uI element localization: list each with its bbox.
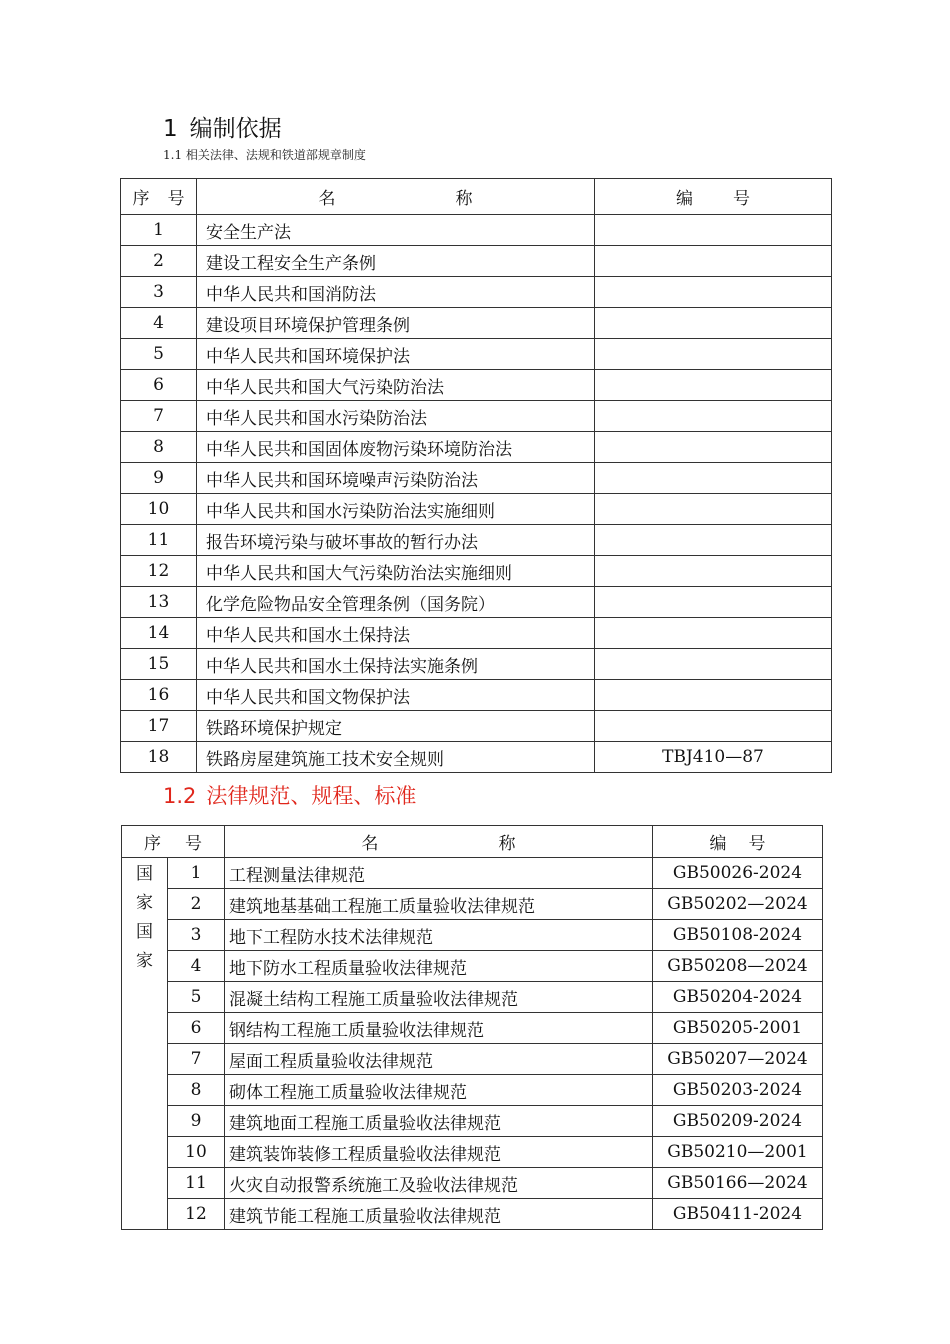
row-code: GB50166—2024 bbox=[653, 1168, 823, 1199]
row-seq: 18 bbox=[121, 742, 197, 773]
header-name-char-1: 名 bbox=[318, 189, 336, 209]
row-code: GB50108-2024 bbox=[653, 920, 823, 951]
row-name: 中华人民共和国大气污染防治法实施细则 bbox=[197, 556, 595, 587]
standards-table-header bbox=[122, 826, 823, 858]
table-row bbox=[121, 525, 832, 556]
row-code: GB50208—2024 bbox=[653, 951, 823, 982]
row-seq: 1 bbox=[168, 858, 225, 889]
row-name: 建筑装饰装修工程质量验收法律规范 bbox=[225, 1137, 653, 1168]
row-name: 地下工程防水技术法律规范 bbox=[225, 920, 653, 951]
table-row bbox=[122, 1168, 823, 1199]
row-name: 建设项目环境保护管理条例 bbox=[197, 308, 595, 339]
table-row bbox=[121, 618, 832, 649]
row-seq: 14 bbox=[121, 618, 197, 649]
header-name-char-2: 称 bbox=[455, 189, 473, 209]
section-1-2-title: 法律规范、规程、标准 bbox=[206, 784, 417, 808]
row-code bbox=[595, 587, 832, 618]
table-row bbox=[122, 1044, 823, 1075]
row-code bbox=[595, 463, 832, 494]
standards-table bbox=[121, 825, 823, 1230]
laws-table-header bbox=[121, 179, 832, 215]
row-name: 安全生产法 bbox=[197, 215, 595, 246]
header-code-char-2: 号 bbox=[748, 834, 766, 854]
section-1-1-subtitle: 1.1 相关法律、法规和铁道部规章制度 bbox=[163, 148, 366, 162]
row-code: GB50205-2001 bbox=[653, 1013, 823, 1044]
row-seq: 9 bbox=[168, 1106, 225, 1137]
row-seq: 13 bbox=[121, 587, 197, 618]
table-row bbox=[122, 982, 823, 1013]
table-row bbox=[121, 649, 832, 680]
table-row bbox=[121, 339, 832, 370]
table-row bbox=[122, 1137, 823, 1168]
header-name-char-1: 名 bbox=[361, 834, 379, 854]
row-code bbox=[595, 339, 832, 370]
row-seq: 10 bbox=[121, 494, 197, 525]
row-code bbox=[595, 401, 832, 432]
table-row bbox=[122, 1075, 823, 1106]
row-code bbox=[595, 308, 832, 339]
header-seq-char-1: 序 bbox=[132, 189, 150, 209]
header-seq-char-2: 号 bbox=[185, 834, 202, 854]
row-seq: 2 bbox=[121, 246, 197, 277]
section-1-2-heading bbox=[163, 780, 416, 810]
row-seq: 6 bbox=[168, 1013, 225, 1044]
row-seq: 10 bbox=[168, 1137, 225, 1168]
row-name: 铁路房屋建筑施工技术安全规则 bbox=[197, 742, 595, 773]
header-code bbox=[595, 179, 832, 215]
row-code bbox=[595, 215, 832, 246]
table-row bbox=[121, 556, 832, 587]
row-code: TBJ410—87 bbox=[595, 742, 832, 773]
row-seq: 15 bbox=[121, 649, 197, 680]
row-seq: 4 bbox=[121, 308, 197, 339]
row-seq: 11 bbox=[121, 525, 197, 556]
section-1-heading bbox=[163, 110, 282, 143]
table-row bbox=[121, 742, 832, 773]
row-name: 报告环境污染与破坏事故的暂行办法 bbox=[197, 525, 595, 556]
category-label: 国家国家 bbox=[136, 864, 153, 971]
header-name bbox=[197, 179, 595, 215]
section-1-2-number: 1.2 bbox=[163, 784, 197, 808]
header-code bbox=[653, 826, 823, 858]
row-seq: 12 bbox=[121, 556, 197, 587]
table-row bbox=[122, 1106, 823, 1137]
section-1-number: 1 bbox=[163, 116, 178, 142]
row-seq: 11 bbox=[168, 1168, 225, 1199]
header-seq bbox=[121, 179, 197, 215]
row-name: 工程测量法律规范 bbox=[225, 858, 653, 889]
row-code bbox=[595, 432, 832, 463]
row-name: 火灾自动报警系统施工及验收法律规范 bbox=[225, 1168, 653, 1199]
row-name: 中华人民共和国水土保持法 bbox=[197, 618, 595, 649]
row-seq: 8 bbox=[168, 1075, 225, 1106]
section-1-title: 编制依据 bbox=[189, 116, 282, 142]
table-row bbox=[122, 920, 823, 951]
category-cell bbox=[122, 858, 168, 1230]
row-code bbox=[595, 649, 832, 680]
header-seq-char-2: 号 bbox=[167, 189, 185, 209]
table-row bbox=[121, 711, 832, 742]
row-name: 钢结构工程施工质量验收法律规范 bbox=[225, 1013, 653, 1044]
header-code-char-2: 号 bbox=[733, 189, 750, 209]
row-code: GB50210—2001 bbox=[653, 1137, 823, 1168]
row-name: 砌体工程施工质量验收法律规范 bbox=[225, 1075, 653, 1106]
row-seq: 7 bbox=[168, 1044, 225, 1075]
row-name: 中华人民共和国水土保持法实施条例 bbox=[197, 649, 595, 680]
table-row bbox=[121, 401, 832, 432]
row-code: GB50202—2024 bbox=[653, 889, 823, 920]
header-code-char-1: 编 bbox=[709, 834, 727, 854]
header-seq-char-1: 序 bbox=[144, 834, 161, 854]
row-code bbox=[595, 556, 832, 587]
row-seq: 4 bbox=[168, 951, 225, 982]
table-row bbox=[121, 494, 832, 525]
table-row bbox=[121, 463, 832, 494]
row-seq: 12 bbox=[168, 1199, 225, 1230]
row-name: 混凝土结构工程施工质量验收法律规范 bbox=[225, 982, 653, 1013]
table-row bbox=[121, 432, 832, 463]
row-code bbox=[595, 680, 832, 711]
row-name: 地下防水工程质量验收法律规范 bbox=[225, 951, 653, 982]
row-name: 化学危险物品安全管理条例（国务院） bbox=[197, 587, 595, 618]
row-code bbox=[595, 494, 832, 525]
table-row bbox=[122, 858, 823, 889]
row-seq: 6 bbox=[121, 370, 197, 401]
row-name: 中华人民共和国水污染防治法实施细则 bbox=[197, 494, 595, 525]
row-name: 建筑节能工程施工质量验收法律规范 bbox=[225, 1199, 653, 1230]
table-row bbox=[122, 951, 823, 982]
table-row bbox=[122, 1199, 823, 1230]
row-code: GB50411-2024 bbox=[653, 1199, 823, 1230]
header-seq bbox=[122, 826, 225, 858]
row-code bbox=[595, 711, 832, 742]
row-seq: 3 bbox=[168, 920, 225, 951]
row-name: 铁路环境保护规定 bbox=[197, 711, 595, 742]
table-row bbox=[121, 587, 832, 618]
row-seq: 5 bbox=[168, 982, 225, 1013]
header-code-char-1: 编 bbox=[676, 189, 693, 209]
row-seq: 16 bbox=[121, 680, 197, 711]
table-row bbox=[121, 215, 832, 246]
row-code: GB50207—2024 bbox=[653, 1044, 823, 1075]
row-code: GB50204-2024 bbox=[653, 982, 823, 1013]
row-name: 中华人民共和国固体废物污染环境防治法 bbox=[197, 432, 595, 463]
row-code bbox=[595, 277, 832, 308]
table-row bbox=[122, 889, 823, 920]
row-name: 建筑地基基础工程施工质量验收法律规范 bbox=[225, 889, 653, 920]
row-code bbox=[595, 370, 832, 401]
table-row bbox=[121, 370, 832, 401]
table-row bbox=[122, 1013, 823, 1044]
table-row bbox=[121, 308, 832, 339]
row-seq: 7 bbox=[121, 401, 197, 432]
row-name: 建设工程安全生产条例 bbox=[197, 246, 595, 277]
row-name: 中华人民共和国环境保护法 bbox=[197, 339, 595, 370]
row-seq: 2 bbox=[168, 889, 225, 920]
row-seq: 9 bbox=[121, 463, 197, 494]
laws-table bbox=[120, 178, 832, 773]
row-name: 中华人民共和国消防法 bbox=[197, 277, 595, 308]
row-seq: 1 bbox=[121, 215, 197, 246]
row-name: 中华人民共和国环境噪声污染防治法 bbox=[197, 463, 595, 494]
row-code bbox=[595, 246, 832, 277]
row-seq: 5 bbox=[121, 339, 197, 370]
header-name-char-2: 称 bbox=[498, 834, 516, 854]
row-code bbox=[595, 618, 832, 649]
table-row bbox=[121, 277, 832, 308]
row-code: GB50026-2024 bbox=[653, 858, 823, 889]
row-code bbox=[595, 525, 832, 556]
row-name: 中华人民共和国大气污染防治法 bbox=[197, 370, 595, 401]
header-name bbox=[225, 826, 653, 858]
row-code: GB50203-2024 bbox=[653, 1075, 823, 1106]
row-name: 建筑地面工程施工质量验收法律规范 bbox=[225, 1106, 653, 1137]
row-name: 屋面工程质量验收法律规范 bbox=[225, 1044, 653, 1075]
row-name: 中华人民共和国水污染防治法 bbox=[197, 401, 595, 432]
table-row bbox=[121, 246, 832, 277]
row-seq: 3 bbox=[121, 277, 197, 308]
row-seq: 17 bbox=[121, 711, 197, 742]
row-code: GB50209-2024 bbox=[653, 1106, 823, 1137]
row-seq: 8 bbox=[121, 432, 197, 463]
table-row bbox=[121, 680, 832, 711]
row-name: 中华人民共和国文物保护法 bbox=[197, 680, 595, 711]
